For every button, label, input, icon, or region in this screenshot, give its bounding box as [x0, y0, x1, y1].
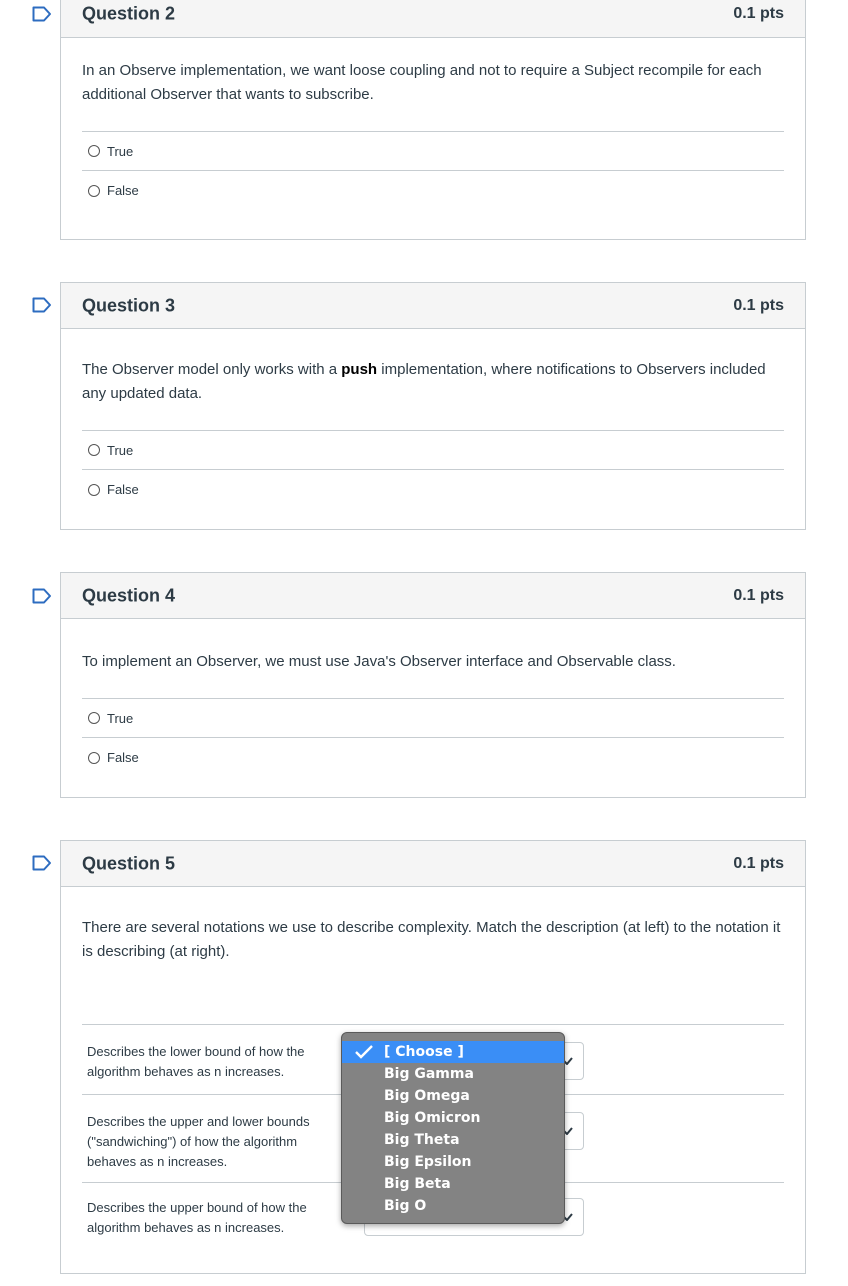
answer-label: True [107, 143, 134, 159]
question-header [61, 283, 805, 329]
answer-label: False [107, 750, 139, 765]
question-points: 0.1 pts [733, 5, 784, 22]
flag-question-4-icon[interactable] [32, 588, 52, 604]
answer-list [82, 430, 784, 509]
dropdown-option-big-o[interactable]: Big O [384, 1198, 427, 1214]
checkmark-icon [354, 1044, 374, 1060]
dropdown-option-big-theta[interactable]: Big Theta [384, 1132, 460, 1148]
question-title: Question 2 [82, 3, 176, 24]
radio-icon[interactable] [88, 185, 100, 197]
question-title: Question 3 [82, 295, 176, 315]
flag-question-2-icon[interactable] [32, 6, 52, 22]
answer-label: False [107, 183, 139, 198]
question-text-part: implementation, where notifications to Observers included any updated data. [82, 361, 766, 402]
answer-label: True [107, 442, 134, 458]
question-header [61, 573, 805, 619]
answer-option-false[interactable] [82, 470, 784, 509]
match-description: Describes the upper and lower bounds ("sandwiching") of how the algorithm behaves as n increases. [87, 1114, 310, 1169]
answer-option-true[interactable] [82, 132, 784, 171]
radio-icon[interactable] [88, 752, 100, 764]
question-text: In an Observe implementation, we want loose coupling and not to require a Subject recompile for each additional Observer that wants to subscribe. [82, 62, 762, 103]
question-text-emphasis: push [341, 361, 378, 378]
question-header [61, 0, 805, 38]
question-header [61, 841, 805, 887]
radio-icon[interactable] [88, 444, 100, 456]
answer-option-true[interactable] [82, 431, 784, 470]
answer-list [82, 131, 784, 210]
question-4 [60, 572, 806, 798]
dropdown-option-big-omega[interactable]: Big Omega [384, 1088, 470, 1104]
dropdown-option-big-gamma[interactable]: Big Gamma [384, 1066, 474, 1082]
question-2 [60, 0, 806, 240]
question-3 [60, 282, 806, 530]
question-points: 0.1 pts [733, 296, 784, 314]
match-description: Describes the lower bound of how the algorithm behaves as n increases. [87, 1044, 305, 1079]
flag-question-3-icon[interactable] [32, 297, 52, 313]
question-text [82, 329, 784, 430]
dropdown-option-big-epsilon[interactable]: Big Epsilon [384, 1154, 472, 1170]
answer-option-false[interactable] [82, 171, 784, 210]
question-points: 0.1 pts [733, 854, 784, 872]
question-text: To implement an Observer, we must use Java's Observer interface and Observable class. [82, 653, 676, 670]
flag-question-5-icon[interactable] [32, 855, 52, 871]
radio-icon[interactable] [88, 145, 100, 157]
question-title: Question 4 [82, 585, 176, 605]
answer-list [82, 698, 784, 777]
question-points: 0.1 pts [733, 586, 784, 604]
answer-label: True [107, 710, 134, 726]
dropdown-option-big-beta[interactable]: Big Beta [384, 1176, 451, 1192]
match-description: Describes the upper bound of how the algorithm behaves as n increases. [87, 1200, 307, 1235]
radio-icon[interactable] [88, 484, 100, 496]
notation-dropdown-menu[interactable] [341, 1032, 565, 1224]
radio-icon[interactable] [88, 712, 100, 724]
question-text-part: The Observer model only works with a [82, 361, 342, 378]
question-title: Question 5 [82, 853, 176, 873]
dropdown-option-big-omicron[interactable]: Big Omicron [384, 1110, 481, 1126]
answer-option-false[interactable] [82, 738, 784, 777]
answer-option-true[interactable] [82, 699, 784, 738]
answer-label: False [107, 482, 139, 497]
dropdown-option-label: [ Choose ] [384, 1044, 464, 1060]
dropdown-option-choose[interactable] [342, 1041, 564, 1063]
question-text: There are several notations we use to describe complexity. Match the description (at left) to the notation it is describing (at right). [82, 919, 781, 960]
